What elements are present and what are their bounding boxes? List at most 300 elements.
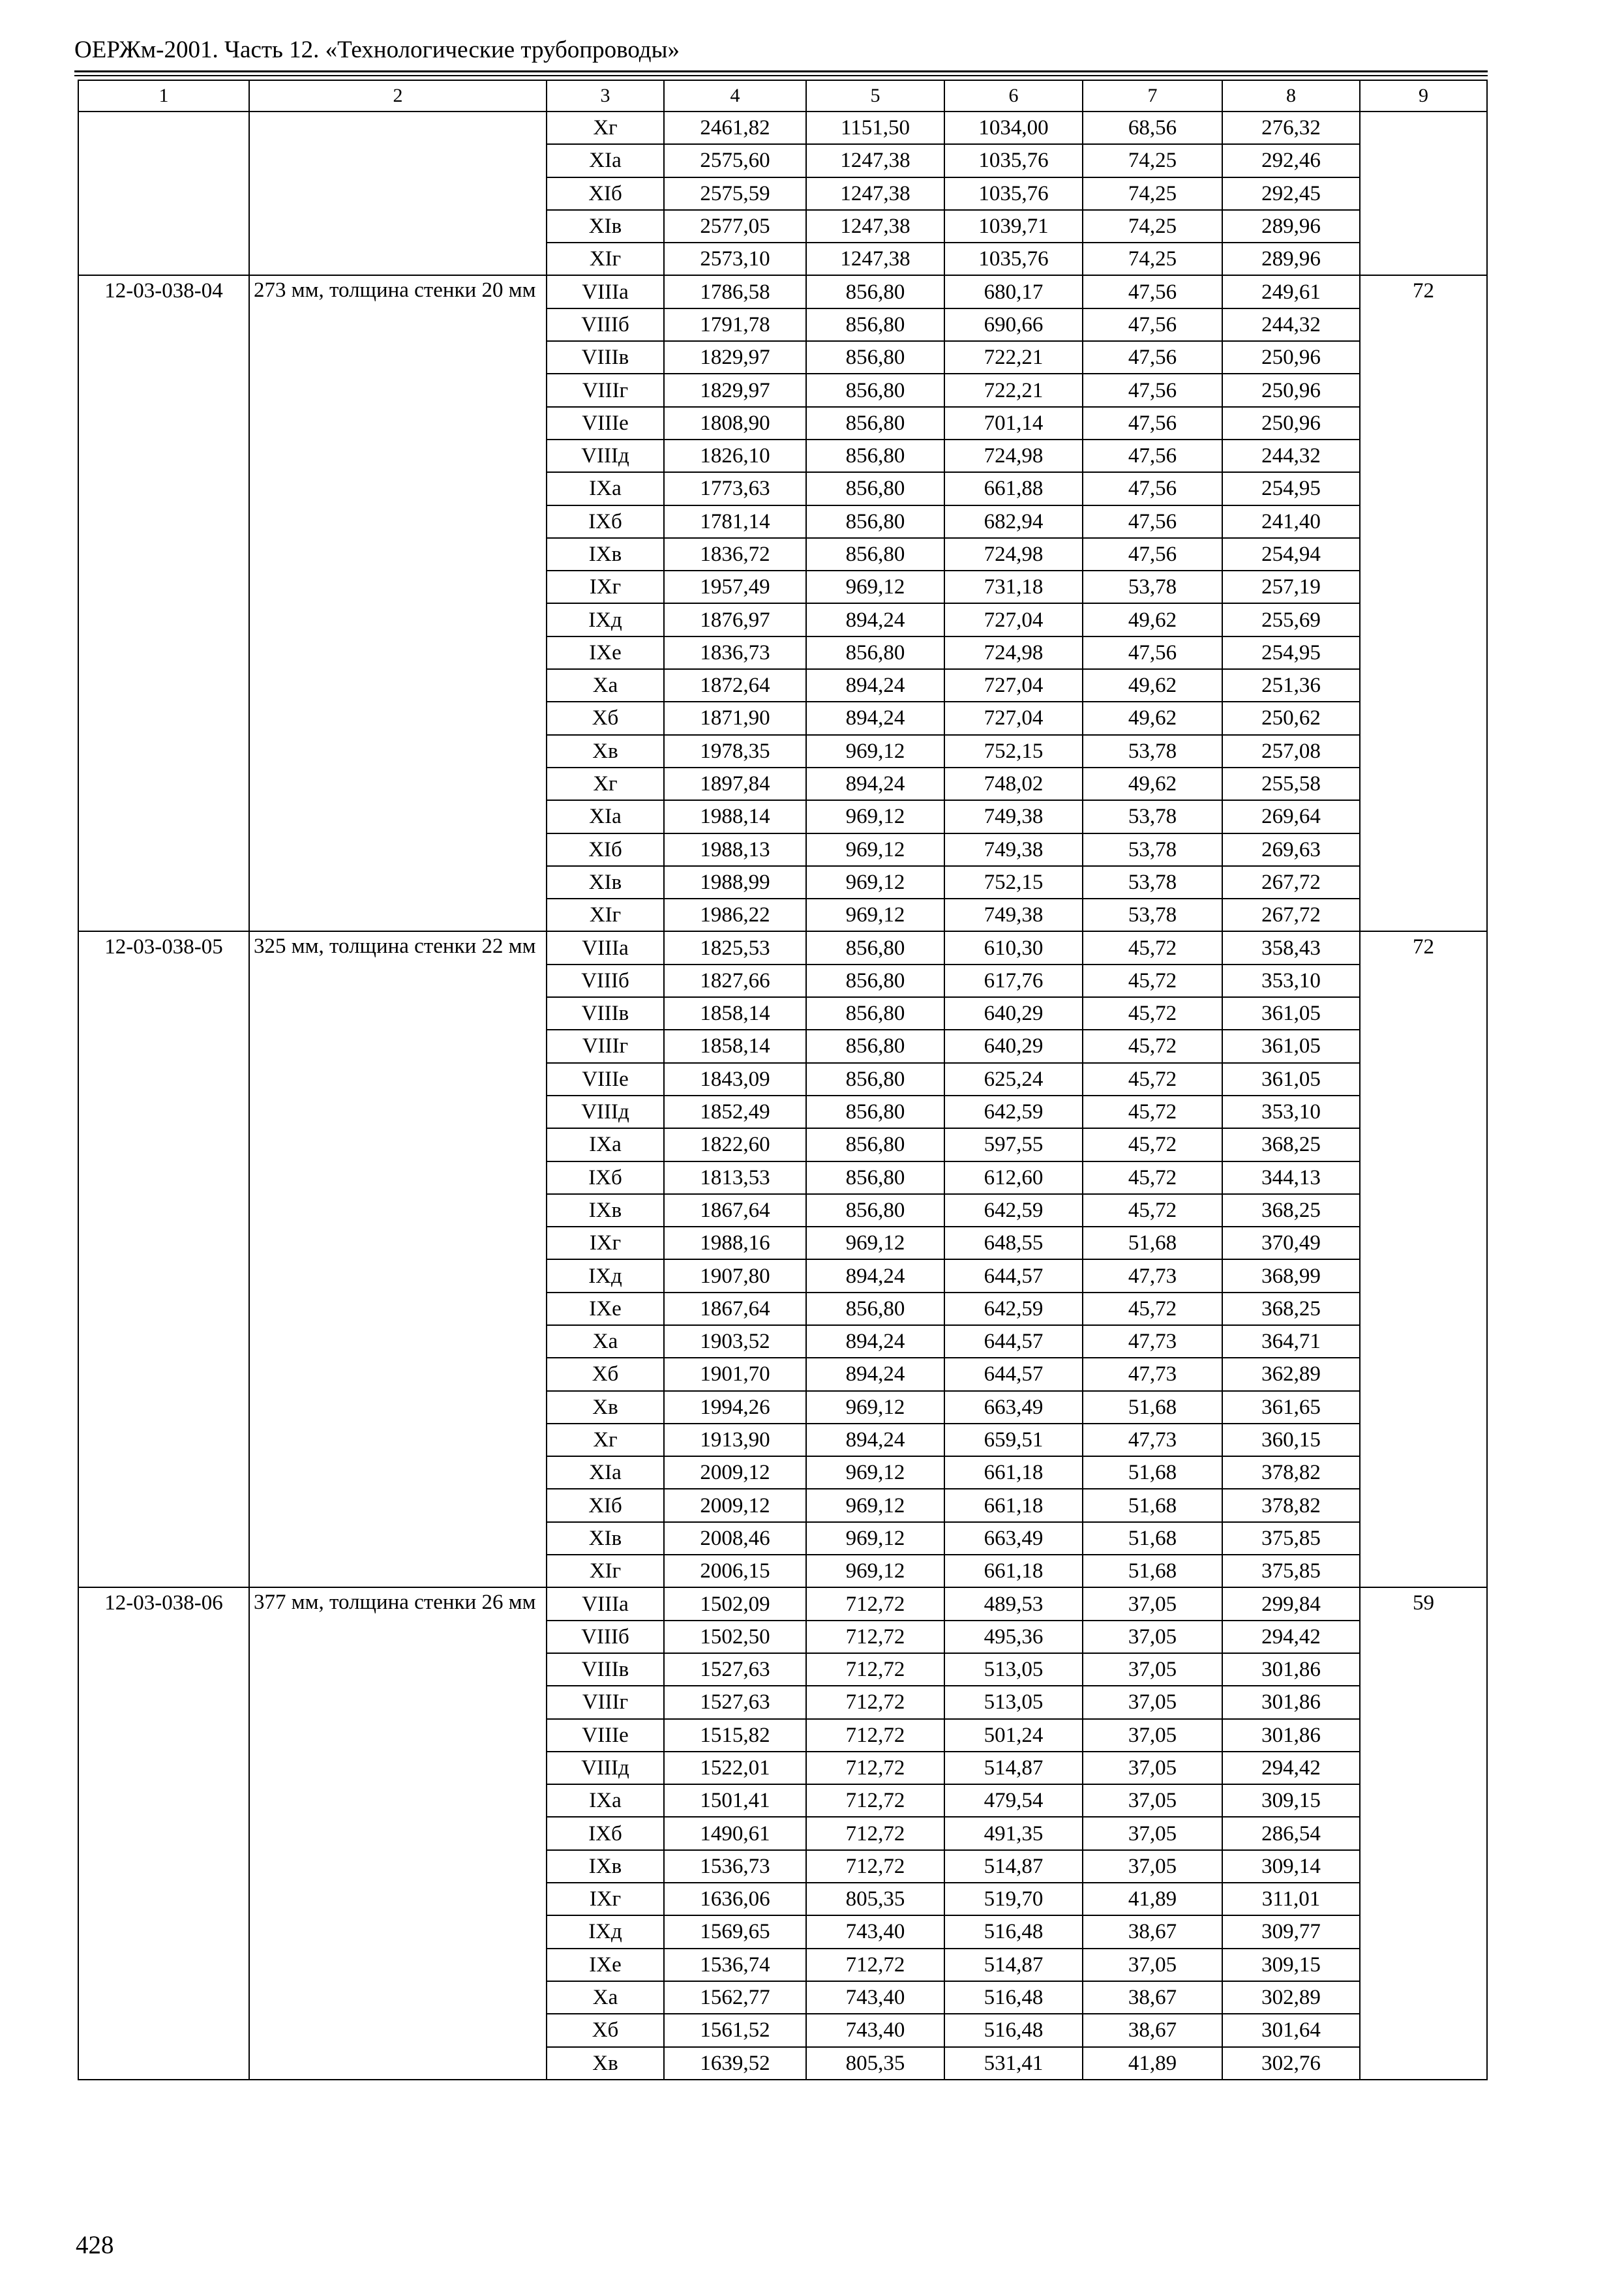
materials-cost-cell: 269,64 bbox=[1222, 800, 1360, 833]
labor-cost-cell: 712,72 bbox=[806, 1784, 944, 1817]
zone-code-cell: VIIIe bbox=[547, 407, 664, 440]
machinist-wage-cell: 47,56 bbox=[1083, 440, 1222, 472]
machine-cost-cell: 640,29 bbox=[944, 1030, 1083, 1062]
labor-cost-cell: 856,80 bbox=[806, 997, 944, 1030]
zone-code-cell: VIIIa bbox=[547, 931, 664, 964]
zone-code-cell: VIIIб bbox=[547, 1621, 664, 1653]
materials-cost-cell: 269,63 bbox=[1222, 833, 1360, 866]
total-cost-cell: 1825,53 bbox=[664, 931, 806, 964]
column-number: 6 bbox=[944, 80, 1083, 112]
total-cost-cell: 1490,61 bbox=[664, 1817, 806, 1849]
total-cost-cell: 1502,09 bbox=[664, 1587, 806, 1620]
materials-cost-cell: 302,89 bbox=[1222, 1981, 1360, 2014]
machinist-wage-cell: 49,62 bbox=[1083, 669, 1222, 702]
labor-cost-cell: 894,24 bbox=[806, 1358, 944, 1390]
machine-cost-cell: 516,48 bbox=[944, 1915, 1083, 1948]
zone-code-cell: VIIIд bbox=[547, 440, 664, 472]
code-cell: 12-03-038-05 bbox=[78, 931, 249, 1587]
total-cost-cell: 1836,73 bbox=[664, 636, 806, 669]
column-number: 1 bbox=[78, 80, 249, 112]
machinist-wage-cell: 47,56 bbox=[1083, 636, 1222, 669]
machine-cost-cell: 722,21 bbox=[944, 341, 1083, 374]
zone-code-cell: IXa bbox=[547, 1128, 664, 1161]
materials-cost-cell: 361,05 bbox=[1222, 1030, 1360, 1062]
materials-cost-cell: 250,96 bbox=[1222, 341, 1360, 374]
labor-cost-cell: 856,80 bbox=[806, 1063, 944, 1096]
materials-cost-cell: 302,76 bbox=[1222, 2047, 1360, 2080]
zone-code-cell: VIIIд bbox=[547, 1752, 664, 1784]
total-cost-cell: 2575,59 bbox=[664, 177, 806, 210]
zone-code-cell: XIa bbox=[547, 144, 664, 177]
labor-cost-cell: 969,12 bbox=[806, 1555, 944, 1587]
total-cost-cell: 1867,64 bbox=[664, 1194, 806, 1227]
machine-cost-cell: 644,57 bbox=[944, 1358, 1083, 1390]
materials-cost-cell: 364,71 bbox=[1222, 1325, 1360, 1358]
column-number: 4 bbox=[664, 80, 806, 112]
zone-code-cell: XIг bbox=[547, 1555, 664, 1587]
materials-cost-cell: 250,96 bbox=[1222, 407, 1360, 440]
materials-cost-cell: 292,45 bbox=[1222, 177, 1360, 210]
zone-code-cell: XIв bbox=[547, 866, 664, 899]
zone-code-cell: Xв bbox=[547, 1391, 664, 1424]
materials-cost-cell: 361,05 bbox=[1222, 997, 1360, 1030]
zone-code-cell: IXв bbox=[547, 1194, 664, 1227]
total-cost-cell: 1822,60 bbox=[664, 1128, 806, 1161]
machine-cost-cell: 724,98 bbox=[944, 538, 1083, 571]
total-cost-cell: 1903,52 bbox=[664, 1325, 806, 1358]
labor-cost-cell: 894,24 bbox=[806, 1424, 944, 1456]
materials-cost-cell: 267,72 bbox=[1222, 866, 1360, 899]
labor-cost-cell: 856,80 bbox=[806, 1030, 944, 1062]
zone-code-cell: XIб bbox=[547, 833, 664, 866]
machine-cost-cell: 752,15 bbox=[944, 866, 1083, 899]
machinist-wage-cell: 51,68 bbox=[1083, 1489, 1222, 1521]
labor-cost-cell: 969,12 bbox=[806, 899, 944, 931]
machinist-wage-cell: 37,05 bbox=[1083, 1587, 1222, 1620]
labor-cost-cell: 894,24 bbox=[806, 768, 944, 800]
labor-cost-cell: 894,24 bbox=[806, 603, 944, 636]
labor-cost-cell: 712,72 bbox=[806, 1817, 944, 1849]
total-cost-cell: 1876,97 bbox=[664, 603, 806, 636]
machine-cost-cell: 1035,76 bbox=[944, 144, 1083, 177]
total-cost-cell: 1872,64 bbox=[664, 669, 806, 702]
labor-cost-cell: 856,80 bbox=[806, 275, 944, 308]
materials-cost-cell: 276,32 bbox=[1222, 112, 1360, 144]
machinist-wage-cell: 37,05 bbox=[1083, 1949, 1222, 1981]
labor-cost-cell: 856,80 bbox=[806, 1096, 944, 1128]
materials-cost-cell: 375,85 bbox=[1222, 1555, 1360, 1587]
total-cost-cell: 1836,72 bbox=[664, 538, 806, 571]
machinist-wage-cell: 47,56 bbox=[1083, 374, 1222, 406]
machinist-wage-cell: 41,89 bbox=[1083, 1883, 1222, 1915]
machine-cost-cell: 479,54 bbox=[944, 1784, 1083, 1817]
header-divider bbox=[74, 75, 1488, 76]
machinist-wage-cell: 51,68 bbox=[1083, 1227, 1222, 1259]
total-cost-cell: 1913,90 bbox=[664, 1424, 806, 1456]
labor-cost-cell: 712,72 bbox=[806, 1587, 944, 1620]
machine-cost-cell: 680,17 bbox=[944, 275, 1083, 308]
zone-code-cell: IXг bbox=[547, 1227, 664, 1259]
total-cost-cell: 1527,63 bbox=[664, 1686, 806, 1718]
machine-cost-cell: 1034,00 bbox=[944, 112, 1083, 144]
machine-cost-cell: 642,59 bbox=[944, 1194, 1083, 1227]
code-cell bbox=[78, 112, 249, 275]
total-cost-cell: 1907,80 bbox=[664, 1259, 806, 1292]
zone-code-cell: IXд bbox=[547, 1915, 664, 1948]
column-number: 5 bbox=[806, 80, 944, 112]
zone-code-cell: Xб bbox=[547, 1358, 664, 1390]
machinist-wage-cell: 37,05 bbox=[1083, 1850, 1222, 1883]
materials-cost-cell: 241,40 bbox=[1222, 505, 1360, 538]
materials-cost-cell: 301,86 bbox=[1222, 1719, 1360, 1752]
machinist-wage-cell: 74,25 bbox=[1083, 243, 1222, 275]
materials-cost-cell: 289,96 bbox=[1222, 243, 1360, 275]
materials-cost-cell: 309,77 bbox=[1222, 1915, 1360, 1948]
materials-cost-cell: 368,25 bbox=[1222, 1293, 1360, 1325]
table-body bbox=[78, 80, 1487, 2080]
zone-code-cell: Xa bbox=[547, 669, 664, 702]
labor-cost-cell: 856,80 bbox=[806, 1293, 944, 1325]
labor-cost-cell: 894,24 bbox=[806, 1259, 944, 1292]
zone-code-cell: VIIIб bbox=[547, 965, 664, 997]
total-cost-cell: 2573,10 bbox=[664, 243, 806, 275]
labor-cost-cell: 1247,38 bbox=[806, 243, 944, 275]
machinist-wage-cell: 49,62 bbox=[1083, 702, 1222, 734]
machinist-wage-cell: 53,78 bbox=[1083, 571, 1222, 603]
machine-cost-cell: 659,51 bbox=[944, 1424, 1083, 1456]
total-cost-cell: 1897,84 bbox=[664, 768, 806, 800]
labor-cost-cell: 712,72 bbox=[806, 1653, 944, 1686]
machinist-wage-cell: 41,89 bbox=[1083, 2047, 1222, 2080]
labor-cost-cell: 856,80 bbox=[806, 1194, 944, 1227]
labor-cost-cell: 969,12 bbox=[806, 833, 944, 866]
machinist-wage-cell: 45,72 bbox=[1083, 1128, 1222, 1161]
zone-code-cell: Xв bbox=[547, 735, 664, 768]
labor-cost-cell: 743,40 bbox=[806, 1915, 944, 1948]
machinist-wage-cell: 47,56 bbox=[1083, 275, 1222, 308]
description-cell bbox=[249, 112, 547, 275]
materials-cost-cell: 267,72 bbox=[1222, 899, 1360, 931]
machine-cost-cell: 690,66 bbox=[944, 308, 1083, 341]
zone-code-cell: XIб bbox=[547, 177, 664, 210]
machinist-wage-cell: 47,56 bbox=[1083, 538, 1222, 571]
machinist-wage-cell: 37,05 bbox=[1083, 1752, 1222, 1784]
total-cost-cell: 1994,26 bbox=[664, 1391, 806, 1424]
zone-code-cell: Xв bbox=[547, 2047, 664, 2080]
machinist-wage-cell: 37,05 bbox=[1083, 1621, 1222, 1653]
materials-cost-cell: 309,15 bbox=[1222, 1784, 1360, 1817]
materials-cost-cell: 301,64 bbox=[1222, 2014, 1360, 2046]
total-cost-cell: 1808,90 bbox=[664, 407, 806, 440]
total-cost-cell: 1827,66 bbox=[664, 965, 806, 997]
materials-cost-cell: 361,05 bbox=[1222, 1063, 1360, 1096]
labor-cost-cell: 856,80 bbox=[806, 1161, 944, 1194]
zone-code-cell: IXe bbox=[547, 636, 664, 669]
materials-cost-cell: 294,42 bbox=[1222, 1621, 1360, 1653]
machinist-wage-cell: 53,78 bbox=[1083, 899, 1222, 931]
machinist-wage-cell: 53,78 bbox=[1083, 866, 1222, 899]
machine-cost-cell: 644,57 bbox=[944, 1259, 1083, 1292]
total-cost-cell: 1515,82 bbox=[664, 1719, 806, 1752]
price-table bbox=[78, 80, 1488, 2080]
zone-code-cell: XIa bbox=[547, 800, 664, 833]
zone-code-cell: Xa bbox=[547, 1325, 664, 1358]
machinist-wage-cell: 51,68 bbox=[1083, 1456, 1222, 1489]
zone-code-cell: VIIIд bbox=[547, 1096, 664, 1128]
machine-cost-cell: 1039,71 bbox=[944, 210, 1083, 243]
total-cost-cell: 1986,22 bbox=[664, 899, 806, 931]
zone-code-cell: IXг bbox=[547, 571, 664, 603]
machine-cost-cell: 516,48 bbox=[944, 1981, 1083, 2014]
machine-cost-cell: 722,21 bbox=[944, 374, 1083, 406]
machinist-wage-cell: 53,78 bbox=[1083, 735, 1222, 768]
zone-code-cell: VIIIa bbox=[547, 1587, 664, 1620]
zone-code-cell: Xг bbox=[547, 1424, 664, 1456]
total-cost-cell: 1569,65 bbox=[664, 1915, 806, 1948]
materials-cost-cell: 353,10 bbox=[1222, 1096, 1360, 1128]
table-row bbox=[78, 1587, 1487, 1620]
total-cost-cell: 1988,13 bbox=[664, 833, 806, 866]
total-cost-cell: 1829,97 bbox=[664, 341, 806, 374]
total-cost-cell: 2006,15 bbox=[664, 1555, 806, 1587]
materials-cost-cell: 292,46 bbox=[1222, 144, 1360, 177]
labor-cost-cell: 969,12 bbox=[806, 1456, 944, 1489]
machinist-wage-cell: 38,67 bbox=[1083, 1915, 1222, 1948]
quantity-cell: 72 bbox=[1360, 931, 1487, 1587]
labor-cost-cell: 969,12 bbox=[806, 1489, 944, 1521]
machinist-wage-cell: 37,05 bbox=[1083, 1653, 1222, 1686]
total-cost-cell: 1773,63 bbox=[664, 472, 806, 505]
labor-cost-cell: 712,72 bbox=[806, 1686, 944, 1718]
machine-cost-cell: 661,88 bbox=[944, 472, 1083, 505]
zone-code-cell: IXa bbox=[547, 1784, 664, 1817]
labor-cost-cell: 894,24 bbox=[806, 669, 944, 702]
materials-cost-cell: 370,49 bbox=[1222, 1227, 1360, 1259]
zone-code-cell: Xг bbox=[547, 112, 664, 144]
zone-code-cell: XIв bbox=[547, 210, 664, 243]
total-cost-cell: 1639,52 bbox=[664, 2047, 806, 2080]
machine-cost-cell: 661,18 bbox=[944, 1456, 1083, 1489]
machinist-wage-cell: 51,68 bbox=[1083, 1522, 1222, 1555]
machine-cost-cell: 727,04 bbox=[944, 702, 1083, 734]
total-cost-cell: 1871,90 bbox=[664, 702, 806, 734]
total-cost-cell: 2009,12 bbox=[664, 1456, 806, 1489]
zone-code-cell: XIв bbox=[547, 1522, 664, 1555]
total-cost-cell: 1536,73 bbox=[664, 1850, 806, 1883]
machine-cost-cell: 531,41 bbox=[944, 2047, 1083, 2080]
labor-cost-cell: 856,80 bbox=[806, 931, 944, 964]
total-cost-cell: 1843,09 bbox=[664, 1063, 806, 1096]
machinist-wage-cell: 45,72 bbox=[1083, 997, 1222, 1030]
total-cost-cell: 2009,12 bbox=[664, 1489, 806, 1521]
total-cost-cell: 2008,46 bbox=[664, 1522, 806, 1555]
labor-cost-cell: 712,72 bbox=[806, 1719, 944, 1752]
machinist-wage-cell: 37,05 bbox=[1083, 1784, 1222, 1817]
zone-code-cell: Xб bbox=[547, 2014, 664, 2046]
machinist-wage-cell: 74,25 bbox=[1083, 144, 1222, 177]
labor-cost-cell: 969,12 bbox=[806, 800, 944, 833]
machinist-wage-cell: 47,73 bbox=[1083, 1325, 1222, 1358]
description-cell: 325 мм, толщина стенки 22 мм bbox=[249, 931, 547, 1587]
materials-cost-cell: 299,84 bbox=[1222, 1587, 1360, 1620]
machinist-wage-cell: 47,73 bbox=[1083, 1259, 1222, 1292]
labor-cost-cell: 969,12 bbox=[806, 866, 944, 899]
materials-cost-cell: 368,99 bbox=[1222, 1259, 1360, 1292]
total-cost-cell: 1957,49 bbox=[664, 571, 806, 603]
total-cost-cell: 1826,10 bbox=[664, 440, 806, 472]
machine-cost-cell: 661,18 bbox=[944, 1555, 1083, 1587]
description-cell: 377 мм, толщина стенки 26 мм bbox=[249, 1587, 547, 2079]
machinist-wage-cell: 45,72 bbox=[1083, 1063, 1222, 1096]
zone-code-cell: IXг bbox=[547, 1883, 664, 1915]
labor-cost-cell: 856,80 bbox=[806, 472, 944, 505]
machine-cost-cell: 701,14 bbox=[944, 407, 1083, 440]
labor-cost-cell: 712,72 bbox=[806, 1752, 944, 1784]
document-header-title: ОЕРЖм-2001. Часть 12. «Технологические трубопроводы» bbox=[74, 37, 680, 63]
machine-cost-cell: 514,87 bbox=[944, 1752, 1083, 1784]
zone-code-cell: XIa bbox=[547, 1456, 664, 1489]
machinist-wage-cell: 38,67 bbox=[1083, 2014, 1222, 2046]
machinist-wage-cell: 53,78 bbox=[1083, 800, 1222, 833]
machinist-wage-cell: 45,72 bbox=[1083, 1293, 1222, 1325]
machine-cost-cell: 489,53 bbox=[944, 1587, 1083, 1620]
materials-cost-cell: 301,86 bbox=[1222, 1686, 1360, 1718]
labor-cost-cell: 856,80 bbox=[806, 505, 944, 538]
header-divider bbox=[74, 70, 1488, 72]
labor-cost-cell: 743,40 bbox=[806, 2014, 944, 2046]
machine-cost-cell: 625,24 bbox=[944, 1063, 1083, 1096]
machinist-wage-cell: 68,56 bbox=[1083, 112, 1222, 144]
machinist-wage-cell: 47,56 bbox=[1083, 407, 1222, 440]
machine-cost-cell: 612,60 bbox=[944, 1161, 1083, 1194]
labor-cost-cell: 894,24 bbox=[806, 702, 944, 734]
total-cost-cell: 1829,97 bbox=[664, 374, 806, 406]
materials-cost-cell: 353,10 bbox=[1222, 965, 1360, 997]
machine-cost-cell: 617,76 bbox=[944, 965, 1083, 997]
total-cost-cell: 2577,05 bbox=[664, 210, 806, 243]
machinist-wage-cell: 37,05 bbox=[1083, 1817, 1222, 1849]
description-cell: 273 мм, толщина стенки 20 мм bbox=[249, 275, 547, 931]
machine-cost-cell: 748,02 bbox=[944, 768, 1083, 800]
machine-cost-cell: 663,49 bbox=[944, 1522, 1083, 1555]
zone-code-cell: IXб bbox=[547, 1161, 664, 1194]
total-cost-cell: 1901,70 bbox=[664, 1358, 806, 1390]
machine-cost-cell: 724,98 bbox=[944, 636, 1083, 669]
machine-cost-cell: 513,05 bbox=[944, 1686, 1083, 1718]
total-cost-cell: 1522,01 bbox=[664, 1752, 806, 1784]
machinist-wage-cell: 47,56 bbox=[1083, 308, 1222, 341]
labor-cost-cell: 894,24 bbox=[806, 1325, 944, 1358]
quantity-cell: 59 bbox=[1360, 1587, 1487, 2079]
machine-cost-cell: 749,38 bbox=[944, 800, 1083, 833]
machine-cost-cell: 514,87 bbox=[944, 1850, 1083, 1883]
column-number: 2 bbox=[249, 80, 547, 112]
total-cost-cell: 1852,49 bbox=[664, 1096, 806, 1128]
page-number: 428 bbox=[76, 2231, 114, 2259]
zone-code-cell: XIг bbox=[547, 243, 664, 275]
machinist-wage-cell: 38,67 bbox=[1083, 1981, 1222, 2014]
machinist-wage-cell: 47,73 bbox=[1083, 1358, 1222, 1390]
machinist-wage-cell: 74,25 bbox=[1083, 210, 1222, 243]
machine-cost-cell: 663,49 bbox=[944, 1391, 1083, 1424]
materials-cost-cell: 368,25 bbox=[1222, 1128, 1360, 1161]
total-cost-cell: 1867,64 bbox=[664, 1293, 806, 1325]
labor-cost-cell: 712,72 bbox=[806, 1949, 944, 1981]
column-number-row bbox=[78, 80, 1487, 112]
machine-cost-cell: 727,04 bbox=[944, 669, 1083, 702]
zone-code-cell: IXб bbox=[547, 1817, 664, 1849]
machine-cost-cell: 749,38 bbox=[944, 899, 1083, 931]
machine-cost-cell: 514,87 bbox=[944, 1949, 1083, 1981]
machine-cost-cell: 749,38 bbox=[944, 833, 1083, 866]
materials-cost-cell: 294,42 bbox=[1222, 1752, 1360, 1784]
zone-code-cell: VIIIe bbox=[547, 1719, 664, 1752]
zone-code-cell: VIIIe bbox=[547, 1063, 664, 1096]
total-cost-cell: 1988,99 bbox=[664, 866, 806, 899]
labor-cost-cell: 856,80 bbox=[806, 636, 944, 669]
labor-cost-cell: 1151,50 bbox=[806, 112, 944, 144]
materials-cost-cell: 255,58 bbox=[1222, 768, 1360, 800]
materials-cost-cell: 257,19 bbox=[1222, 571, 1360, 603]
total-cost-cell: 1858,14 bbox=[664, 997, 806, 1030]
table-row bbox=[78, 931, 1487, 964]
zone-code-cell: VIIIг bbox=[547, 1030, 664, 1062]
machinist-wage-cell: 37,05 bbox=[1083, 1719, 1222, 1752]
total-cost-cell: 2461,82 bbox=[664, 112, 806, 144]
machine-cost-cell: 1035,76 bbox=[944, 177, 1083, 210]
machinist-wage-cell: 45,72 bbox=[1083, 1194, 1222, 1227]
materials-cost-cell: 250,62 bbox=[1222, 702, 1360, 734]
machinist-wage-cell: 74,25 bbox=[1083, 177, 1222, 210]
materials-cost-cell: 309,15 bbox=[1222, 1949, 1360, 1981]
materials-cost-cell: 368,25 bbox=[1222, 1194, 1360, 1227]
zone-code-cell: Xг bbox=[547, 768, 664, 800]
quantity-cell bbox=[1360, 112, 1487, 275]
labor-cost-cell: 712,72 bbox=[806, 1850, 944, 1883]
machine-cost-cell: 642,59 bbox=[944, 1293, 1083, 1325]
labor-cost-cell: 969,12 bbox=[806, 571, 944, 603]
materials-cost-cell: 378,82 bbox=[1222, 1456, 1360, 1489]
materials-cost-cell: 375,85 bbox=[1222, 1522, 1360, 1555]
materials-cost-cell: 251,36 bbox=[1222, 669, 1360, 702]
zone-code-cell: Xб bbox=[547, 702, 664, 734]
zone-code-cell: IXe bbox=[547, 1293, 664, 1325]
machine-cost-cell: 640,29 bbox=[944, 997, 1083, 1030]
materials-cost-cell: 378,82 bbox=[1222, 1489, 1360, 1521]
machinist-wage-cell: 53,78 bbox=[1083, 833, 1222, 866]
labor-cost-cell: 856,80 bbox=[806, 538, 944, 571]
machine-cost-cell: 752,15 bbox=[944, 735, 1083, 768]
column-number: 7 bbox=[1083, 80, 1222, 112]
total-cost-cell: 1501,41 bbox=[664, 1784, 806, 1817]
total-cost-cell: 1978,35 bbox=[664, 735, 806, 768]
zone-code-cell: VIIIa bbox=[547, 275, 664, 308]
table-row bbox=[78, 112, 1487, 144]
column-number: 8 bbox=[1222, 80, 1360, 112]
materials-cost-cell: 344,13 bbox=[1222, 1161, 1360, 1194]
machine-cost-cell: 513,05 bbox=[944, 1653, 1083, 1686]
machinist-wage-cell: 51,68 bbox=[1083, 1555, 1222, 1587]
materials-cost-cell: 250,96 bbox=[1222, 374, 1360, 406]
labor-cost-cell: 856,80 bbox=[806, 407, 944, 440]
machinist-wage-cell: 49,62 bbox=[1083, 603, 1222, 636]
materials-cost-cell: 249,61 bbox=[1222, 275, 1360, 308]
table-row bbox=[78, 275, 1487, 308]
machine-cost-cell: 648,55 bbox=[944, 1227, 1083, 1259]
materials-cost-cell: 362,89 bbox=[1222, 1358, 1360, 1390]
machinist-wage-cell: 49,62 bbox=[1083, 768, 1222, 800]
machinist-wage-cell: 45,72 bbox=[1083, 931, 1222, 964]
